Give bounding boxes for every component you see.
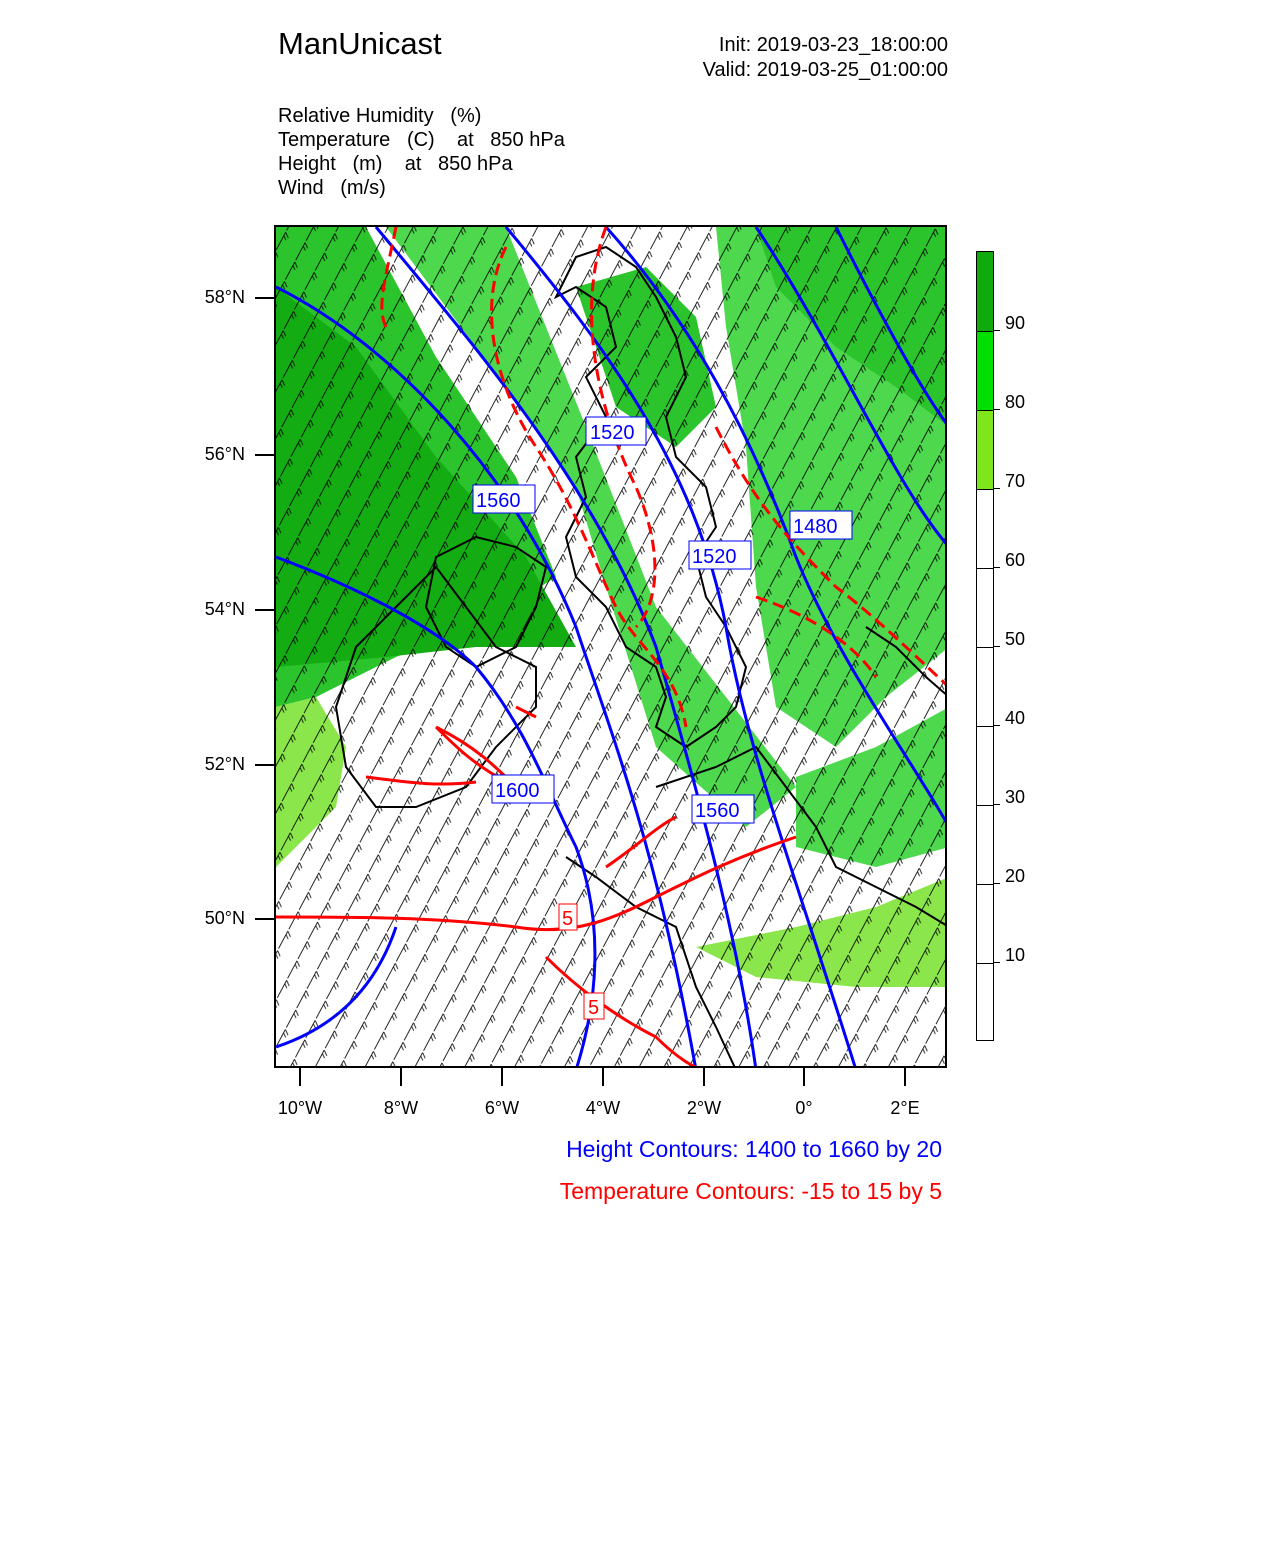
colorbar-label: 90 [1005,313,1026,333]
lat-tick [255,454,274,456]
variable-height [278,153,513,176]
lat-label: 56°N [204,444,245,464]
variable-rh [278,105,481,128]
colorbar-tick [994,962,1000,963]
colorbar-segment [977,489,993,568]
colorbar-segment [977,726,993,805]
lon-tick [803,1068,805,1086]
colorbar [976,251,994,1041]
variable-unit: (m) [352,153,383,175]
colorbar-label: 80 [1005,392,1026,412]
colorbar-segment [977,884,993,963]
colorbar-label: 30 [1005,787,1026,807]
lon-label: 6°W [484,1098,520,1118]
lon-label: 0° [795,1098,813,1118]
temperature-label: 5 [562,908,574,930]
plot-title: ManUnicast [278,26,442,61]
colorbar-label: 10 [1005,945,1026,965]
height-label: 1560 [695,800,740,822]
lon-label: 4°W [585,1098,621,1118]
colorbar-tick [994,883,1000,884]
map-canvas [276,227,947,1068]
colorbar-tick [994,646,1000,647]
lat-label: 54°N [204,599,245,619]
height-label: 1600 [495,780,540,802]
valid-time: Valid: 2019-03-25_01:00:00 [702,59,948,81]
colorbar-label: 50 [1005,629,1026,649]
variable-unit: (C) [406,129,435,151]
colorbar-segment [977,568,993,647]
map-panel [274,225,947,1068]
height-contours-note: Height Contours: 1400 to 1660 by 20 [566,1136,942,1162]
lon-tick [703,1068,705,1086]
variable-unit: (%) [450,105,482,127]
colorbar-segment [977,647,993,726]
height-label: 1520 [692,546,737,568]
lat-tick [255,918,274,920]
variable-temperature [278,129,565,152]
lon-label: 8°W [383,1098,419,1118]
variable-name: Relative Humidity [278,105,434,127]
colorbar-tick [994,804,1000,805]
lat-label: 50°N [204,908,245,928]
lon-tick [400,1068,402,1086]
colorbar-label: 60 [1005,550,1026,570]
lon-tick [602,1068,604,1086]
colorbar-segment [977,252,993,331]
colorbar-segment [977,805,993,884]
lon-tick [904,1068,906,1086]
lat-tick [255,609,274,611]
colorbar-label: 20 [1005,866,1026,886]
variable-name: Wind [278,177,324,199]
colorbar-label: 40 [1005,708,1026,728]
temperature-contours-note: Temperature Contours: -15 to 15 by 5 [559,1178,942,1204]
height-label: 1480 [793,516,838,538]
variable-unit: (m/s) [340,177,386,199]
lon-label: 10°W [277,1098,323,1118]
lat-label: 58°N [204,287,245,307]
height-label: 1560 [476,490,521,512]
variable-name: Height [278,153,336,175]
colorbar-segment [977,963,993,1040]
colorbar-tick [994,488,1000,489]
colorbar-tick [994,330,1000,331]
variable-level: at 850 hPa [456,129,565,151]
variable-wind [278,177,386,200]
lon-tick [501,1068,503,1086]
lat-tick [255,297,274,299]
temperature-label: 5 [588,997,600,1019]
colorbar-segment [977,331,993,410]
colorbar-tick [994,409,1000,410]
lon-tick [299,1068,301,1086]
init-time: Init: 2019-03-23_18:00:00 [718,34,948,56]
lon-label: 2°E [890,1098,920,1118]
colorbar-segment [977,410,993,489]
colorbar-tick [994,567,1000,568]
height-label: 1520 [590,422,635,444]
variable-name: Temperature [278,129,391,151]
colorbar-label: 70 [1005,471,1026,491]
lat-tick [255,764,274,766]
lat-label: 52°N [204,754,245,774]
variable-level: at 850 hPa [404,153,513,175]
colorbar-tick [994,725,1000,726]
lon-label: 2°W [686,1098,722,1118]
